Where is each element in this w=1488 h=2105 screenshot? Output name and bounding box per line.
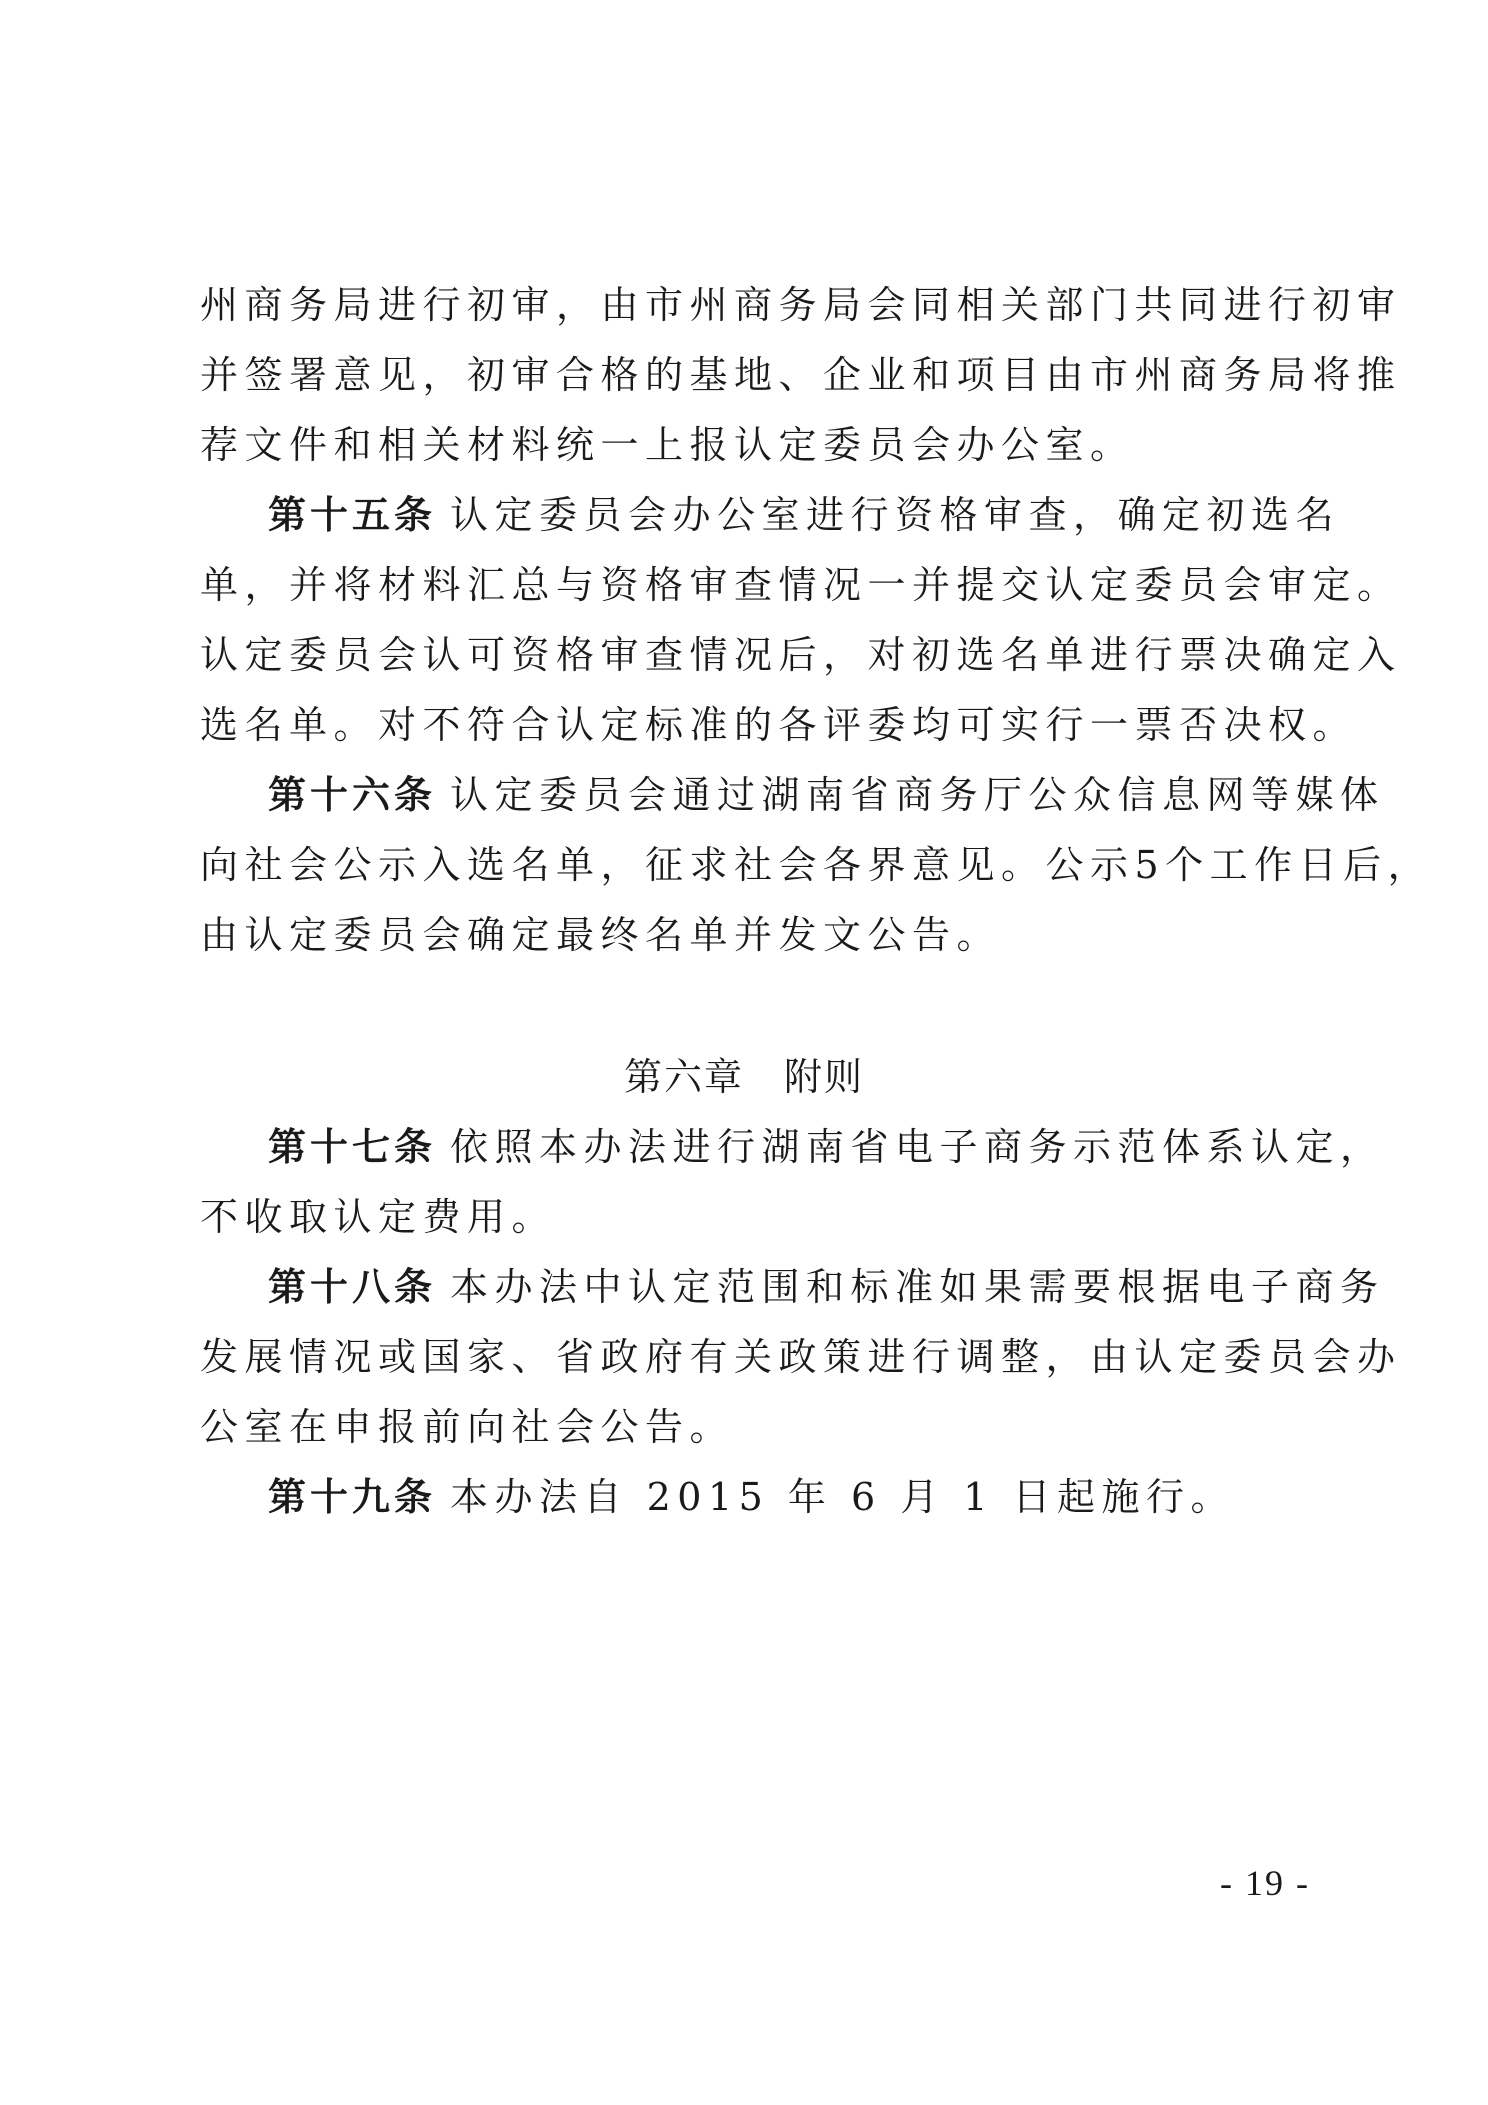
- article-19-text: 本办法自 2015 年 6 月 1 日起施行。: [450, 1475, 1236, 1519]
- article-16-line: 由认定委员会确定最终名单并发文公告。: [200, 913, 1002, 957]
- article-16-text: 认定委员会通过湖南省商务厅公众信息网等媒体: [450, 773, 1385, 817]
- article-15-line: [268, 490, 1341, 540]
- article-17-line: 不收取认定费用。: [200, 1195, 557, 1239]
- paragraph-line: 并签署意见，初审合格的基地、企业和项目由市州商务局将推: [200, 353, 1402, 397]
- article-17-text: 依照本办法进行湖南省电子商务示范体系认定，: [450, 1125, 1385, 1169]
- paragraph-line: 州商务局进行初审，由市州商务局会同相关部门共同进行初审: [200, 283, 1402, 327]
- article-19-title: 第十九条: [268, 1475, 437, 1519]
- article-18-title: 第十八条: [268, 1265, 437, 1309]
- article-17-line: [268, 1122, 1385, 1172]
- article-15-line: 认定委员会认可资格审查情况后，对初选名单进行票决确定入: [200, 633, 1402, 677]
- article-15-line: 单，并将材料汇总与资格审查情况一并提交认定委员会审定。: [200, 563, 1402, 607]
- article-18-text: 本办法中认定范围和标准如果需要根据电子商务: [450, 1265, 1385, 1309]
- article-18-line: 发展情况或国家、省政府有关政策进行调整，由认定委员会办: [200, 1335, 1402, 1379]
- article-17-title: 第十七条: [268, 1125, 437, 1169]
- page-number: - 19 -: [1220, 1863, 1310, 1903]
- article-15-title: 第十五条: [268, 493, 437, 537]
- article-15-text: 认定委员会办公室进行资格审查，确定初选名: [450, 493, 1341, 537]
- chapter-number: 第六章: [623, 1055, 744, 1099]
- chapter-title: 附则: [784, 1055, 865, 1099]
- article-18-line: 公室在申报前向社会公告。: [200, 1405, 735, 1449]
- chapter-heading: [0, 1052, 1488, 1102]
- article-16-line: 向社会公示入选名单，征求社会各界意见。公示5个工作日后，: [200, 843, 1433, 887]
- article-19-line: [268, 1472, 1310, 1522]
- article-16-title: 第十六条: [268, 773, 437, 817]
- article-18-line: [268, 1262, 1385, 1312]
- article-15-line: 选名单。对不符合认定标准的各评委均可实行一票否决权。: [200, 703, 1358, 747]
- paragraph-line: 荐文件和相关材料统一上报认定委员会办公室。: [200, 423, 1135, 467]
- article-16-line: [268, 770, 1385, 820]
